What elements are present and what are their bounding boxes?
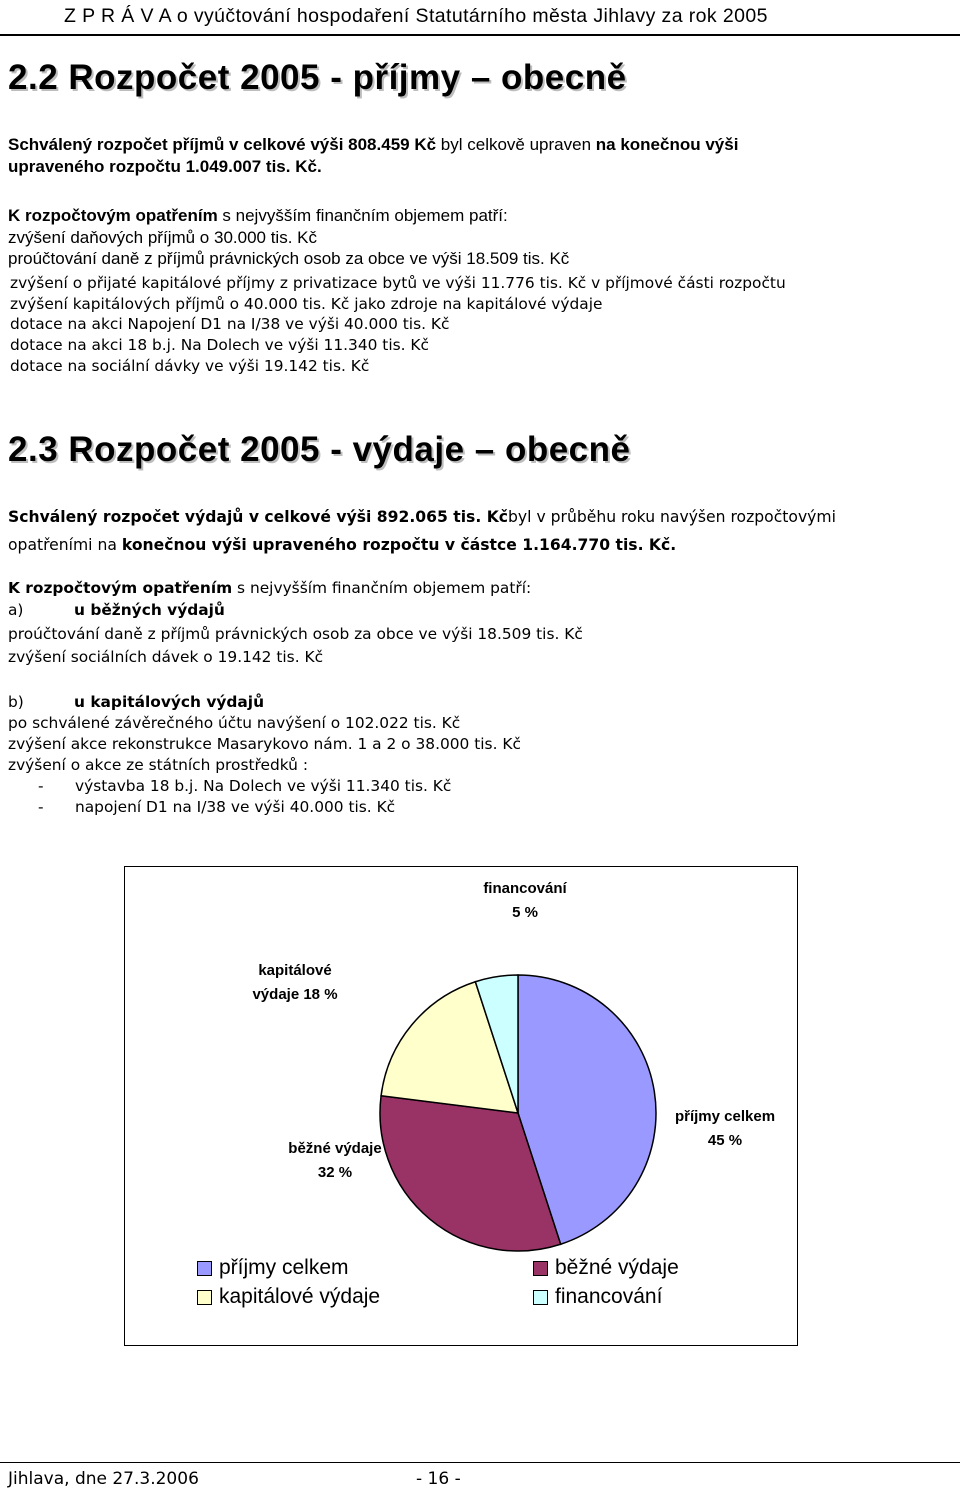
- legend-label-financovani: financování: [555, 1285, 663, 1308]
- label-kapitalove: [225, 959, 365, 1007]
- group-b-title: u kapitálových výdajů: [74, 693, 265, 711]
- income-item-6: dotace na akci 18 b.j. Na Dolech ve výši 11.340 tis. Kč: [10, 336, 429, 354]
- expense-intro-approved: Schválený rozpočet výdajů v celkové výši 892.065 tis. Kč: [8, 508, 509, 526]
- income-item-1: zvýšení daňových příjmů o 30.000 tis. Kč: [8, 228, 317, 247]
- expense-group-a: [8, 600, 225, 620]
- group-b-item-2: zvýšení akce rekonstrukce Masarykovo nám. 1 a 2 o 38.000 tis. Kč: [8, 735, 521, 753]
- legend-label-prijmy: příjmy celkem: [219, 1256, 349, 1279]
- legend-swatch-financovani: [533, 1290, 548, 1305]
- income-item-2: proúčtování daně z příjmů právnických osob za obce ve výši 18.509 tis. Kč: [8, 249, 570, 268]
- footer-date: Jihlava, dne 27.3.2006: [8, 1469, 199, 1489]
- label-kapitalove-value: výdaje 18 %: [252, 986, 338, 1003]
- label-bezne-value: 32 %: [317, 1164, 353, 1181]
- label-financovani: [465, 877, 585, 925]
- income-intro-approved: Schválený rozpočet příjmů v celkové výši 808.459 Kč: [8, 135, 437, 154]
- legend-label-bezne: běžné výdaje: [555, 1256, 679, 1279]
- expense-measures-bold: K rozpočtovým opatřením: [8, 579, 233, 597]
- label-bezne: [265, 1137, 405, 1185]
- sub-item-1: výstavba 18 b.j. Na Dolech ve výši 11.340 tis. Kč: [75, 777, 452, 795]
- label-kapitalove-name: kapitálové: [258, 962, 332, 979]
- label-financovani-value: 5 %: [512, 904, 538, 921]
- income-measures-rest: s nejvyšším finančním objemem patří:: [217, 206, 508, 225]
- income-item-3: zvýšení o přijaté kapitálové příjmy z privatizace bytů ve výši 11.776 tis. Kč v příjmové části rozpočtu: [10, 274, 786, 292]
- group-a-item-1: proúčtování daně z příjmů právnických osob za obce ve výši 18.509 tis. Kč: [8, 625, 583, 643]
- sub-item-dash-2: -: [38, 798, 44, 816]
- income-item-5: dotace na akci Napojení D1 na I/38 ve výši 40.000 tis. Kč: [10, 315, 450, 333]
- label-prijmy: [655, 1105, 795, 1153]
- sub-item-2: napojení D1 na I/38 ve výši 40.000 tis. Kč: [75, 798, 396, 816]
- label-financovani-name: financování: [483, 880, 567, 897]
- income-intro-text: byl celkově upraven: [436, 135, 596, 154]
- footer-page: - 16 -: [416, 1469, 461, 1489]
- income-measures: [8, 206, 508, 226]
- label-prijmy-value: 45 %: [707, 1132, 743, 1149]
- expense-measures-rest: s nejvyšším finančním objemem patří:: [232, 579, 532, 597]
- legend-swatch-kapitalove: [197, 1290, 212, 1305]
- group-a-title: u běžných výdajů: [74, 601, 225, 619]
- expense-intro-prefix: opatřeními na: [8, 536, 122, 554]
- income-intro-total: upraveného rozpočtu 1.049.007 tis. Kč.: [8, 157, 322, 176]
- page-header: [0, 0, 960, 36]
- label-prijmy-name: příjmy celkem: [674, 1108, 776, 1125]
- expense-intro-text: byl v průběhu roku navýšen rozpočtovými: [508, 508, 836, 526]
- label-bezne-name: běžné výdaje: [288, 1140, 382, 1157]
- group-a-item-2: zvýšení sociálních dávek o 19.142 tis. Kč: [8, 648, 324, 666]
- sub-item-dash-1: -: [38, 777, 44, 795]
- legend-swatch-bezne: [533, 1261, 548, 1276]
- expense-intro: [8, 506, 956, 556]
- income-measures-bold: K rozpočtovým opatřením: [8, 206, 218, 225]
- group-b-item-1: po schválené závěrečného účtu navýšení o 102.022 tis. Kč: [8, 714, 461, 732]
- legend-label-kapitalove: kapitálové výdaje: [219, 1285, 381, 1308]
- footer-rule: [0, 1462, 960, 1463]
- pie-chart-frame: [124, 866, 798, 1346]
- group-a-marker: a): [8, 601, 24, 619]
- group-b-item-3: zvýšení o akce ze státních prostředků :: [8, 756, 309, 774]
- legend-swatch-prijmy: [197, 1261, 212, 1276]
- income-intro: [8, 134, 956, 178]
- expense-group-b: [8, 692, 265, 712]
- income-heading: 2.2 Rozpočet 2005 - příjmy – obecně: [8, 58, 627, 97]
- expense-intro-final: konečnou výši upraveného rozpočtu v částce 1.164.770 tis. Kč.: [121, 536, 677, 554]
- header-title: Z P R Á V A o vyúčtování hospodaření Statutárního města Jihlavy za rok 2005: [64, 5, 768, 27]
- expense-measures: [8, 578, 531, 598]
- income-item-4: zvýšení kapitálových příjmů o 40.000 tis. Kč jako zdroje na kapitálové výdaje: [10, 295, 603, 313]
- income-item-7: dotace na sociální dávky ve výši 19.142 tis. Kč: [10, 357, 370, 375]
- group-b-marker: b): [8, 693, 24, 711]
- expense-heading: 2.3 Rozpočet 2005 - výdaje – obecně: [8, 430, 631, 469]
- income-intro-final: na konečnou výši: [595, 135, 739, 154]
